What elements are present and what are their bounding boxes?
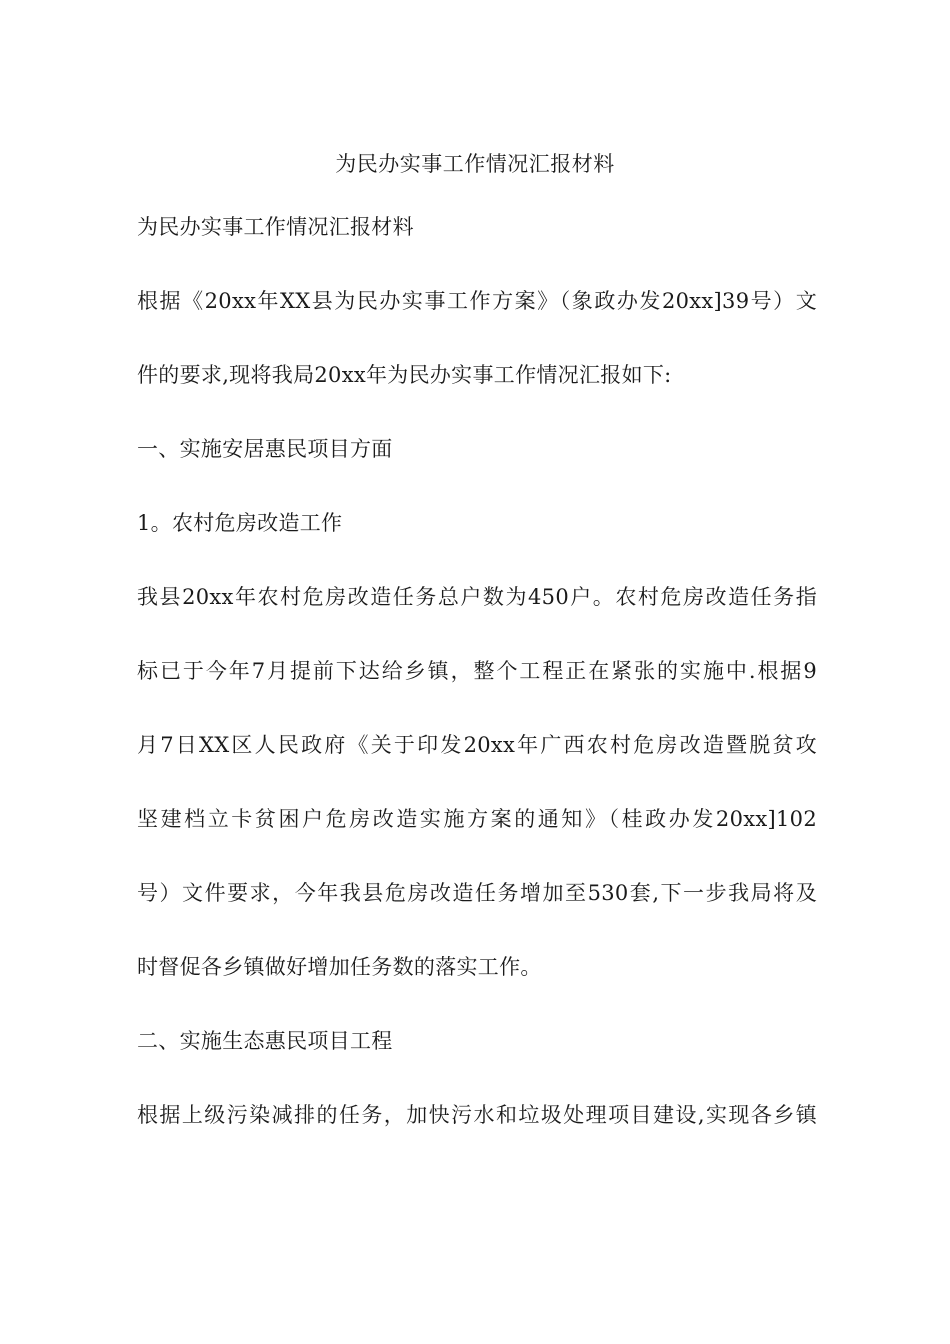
- document-body: [137, 207, 817, 1169]
- body-paragraph-line: 件的要求,现将我局20xx年为民办实事工作情况汇报如下:: [137, 363, 672, 387]
- body-paragraph-line: 时督促各乡镇做好增加任务数的落实工作。: [137, 955, 542, 979]
- document-title: 为民办实事工作情况汇报材料: [335, 152, 615, 176]
- body-subtitle: 为民办实事工作情况汇报材料: [137, 215, 414, 239]
- subsection-heading: 1。农村危房改造工作: [137, 511, 343, 535]
- body-paragraph-line: 根据《20xx年XX县为民办实事工作方案》（象政办发20xx]39号）文: [137, 289, 817, 313]
- body-paragraph-line: 我县20xx年农村危房改造任务总户数为450户。农村危房改造任务指: [137, 585, 817, 609]
- body-paragraph-line: 标已于今年7月提前下达给乡镇，整个工程正在紧张的实施中.根据9: [137, 659, 817, 683]
- section-heading: 一、实施安居惠民项目方面: [137, 437, 393, 461]
- section-heading: 二、实施生态惠民项目工程: [137, 1029, 393, 1053]
- body-paragraph-line: 根据上级污染减排的任务，加快污水和垃圾处理项目建设,实现各乡镇: [137, 1103, 817, 1127]
- body-paragraph-line: 号）文件要求，今年我县危房改造任务增加至530套,下一步我局将及: [137, 881, 817, 905]
- body-paragraph-line: 月7日XX区人民政府《关于印发20xx年广西农村危房改造暨脱贫攻: [137, 733, 817, 757]
- body-paragraph-line: 坚建档立卡贫困户危房改造实施方案的通知》（桂政办发20xx]102: [137, 807, 817, 831]
